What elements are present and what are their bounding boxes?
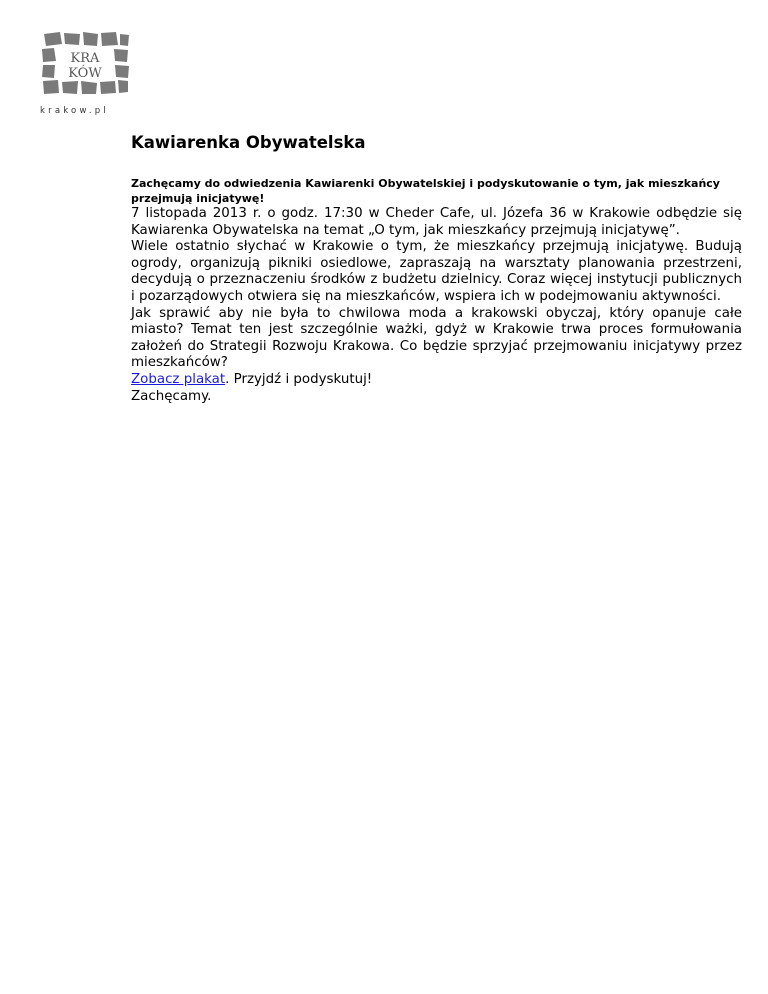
article (131, 132, 742, 405)
paragraph-event-info: 7 listopada 2013 r. o godz. 17:30 w Cheder Cafe, ul. Józefa 36 w Krakowie odbędzie się Kawiarenka Obywatelska na temat „O tym, jak mieszkańcy przejmują inicjatywę”. (131, 206, 742, 238)
svg-text:KRA: KRA (70, 51, 100, 66)
closing-text: Zachęcamy. (131, 388, 212, 404)
paragraph-context: Wiele ostatnio słychać w Krakowie o tym, że mieszkańcy przejmują inicjatywę. Budują ogrody, organizują pikniki osiedlowe, zapraszają na warsztaty planowania przestrzeni, decydują o przeznaczeniu środków z budżetu dzielnicy. Coraz więcej instytucji publicznych i pozarządowych otwiera się na mieszkańców, wspiera ich w podejmowaniu aktywności. (131, 239, 742, 304)
svg-text:KÓW: KÓW (68, 66, 102, 81)
article-lead: Zachęcamy do odwiedzenia Kawiarenki Obywatelskiej i podyskutowanie o tym, jak mieszkańcy przejmują inicjatywę! (131, 177, 720, 205)
poster-line-text: . Przyjdź i podyskutuj! (225, 371, 373, 387)
paragraph-question: Jak sprawić aby nie była to chwilowa moda a krakowski obyczaj, który opanuje całe miasto? Temat ten jest szczególnie ważki, gdyż w Krakowie trwa proces formułowania założeń do Strategii Rozwoju Krakowa. Co będzie sprzyjać przejmowaniu inicjatywy przez mieszkańców? (131, 305, 742, 371)
krakow-logo (40, 30, 130, 122)
article-title: Kawiarenka Obywatelska (131, 133, 366, 152)
poster-link[interactable]: Zobacz plakat (131, 371, 226, 387)
logo-mosaic-icon (40, 30, 130, 106)
logo-caption: krakow.pl (40, 106, 109, 116)
poster-line (131, 372, 742, 389)
